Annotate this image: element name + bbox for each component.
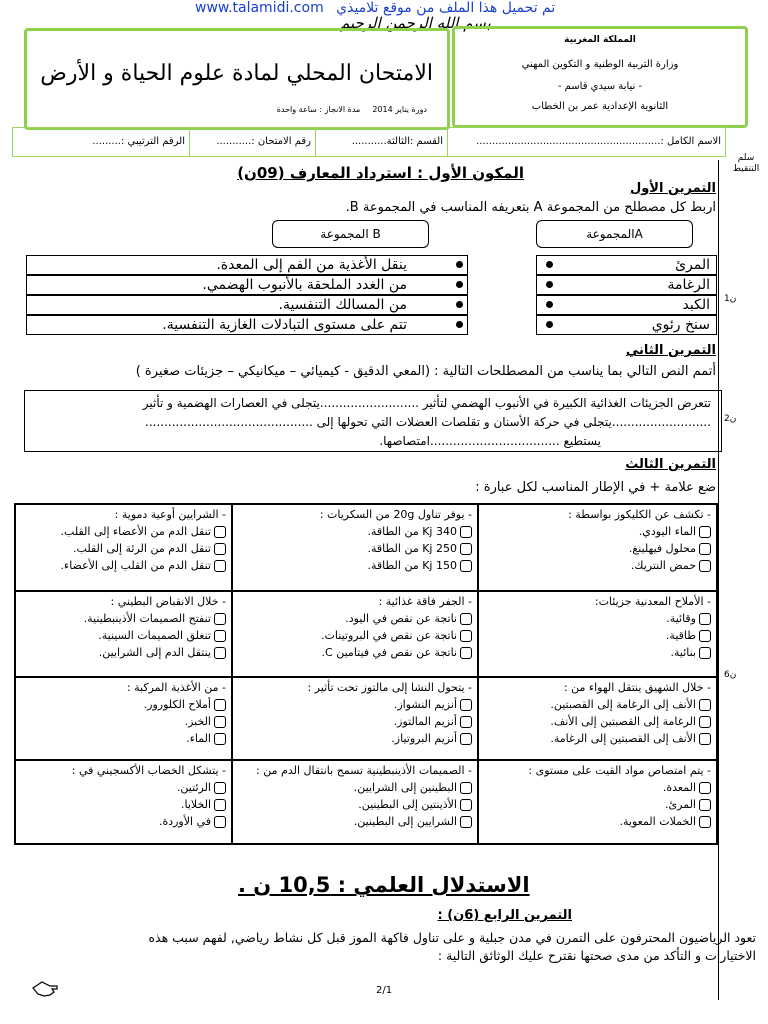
mcq-option: الماء. bbox=[186, 732, 211, 745]
checkbox[interactable] bbox=[460, 716, 472, 728]
mcq-option: البطينين إلى الشرايين. bbox=[353, 781, 457, 794]
fill-in-text-box bbox=[24, 390, 722, 452]
checkbox[interactable] bbox=[699, 699, 711, 711]
mcq-question: - الشرايين أوعية دموية : bbox=[114, 508, 226, 521]
term-a-text: سنخ رئوي bbox=[651, 317, 710, 333]
mcq-option: ناتجة عن نقص في البروتينات. bbox=[321, 629, 457, 642]
mcq-option: تنغلق الصميمات السينية. bbox=[98, 629, 211, 642]
checkbox[interactable] bbox=[460, 543, 472, 555]
match-dot-b2[interactable] bbox=[456, 281, 463, 288]
mcq-option: 340 Kj من الطاقة. bbox=[367, 525, 457, 538]
mcq-cell bbox=[478, 677, 717, 760]
mcq-option: الخلايا. bbox=[181, 798, 211, 811]
fill-line-1[interactable]: تتعرض الجزيئات الغذائية الكبيرة في الأنبوب الهضمي لتأثير ..........................يتجلى في العصارات الهضمية و تأثير bbox=[142, 396, 711, 410]
checkbox[interactable] bbox=[699, 733, 711, 745]
mcq-option: الأنف إلى الرغامة إلى القصبتين. bbox=[550, 698, 696, 711]
mcq-option: المرئ. bbox=[665, 798, 696, 811]
page-number: 2/1 bbox=[376, 985, 393, 996]
checkbox[interactable] bbox=[214, 799, 226, 811]
mcq-option: 150 Kj من الطاقة. bbox=[367, 559, 457, 572]
grading-scale-label: سلم التنقيط bbox=[732, 153, 760, 174]
mcq-option: حمض النتريك. bbox=[630, 559, 696, 572]
checkbox[interactable] bbox=[699, 799, 711, 811]
match-dot-a4[interactable] bbox=[546, 321, 553, 328]
checkbox[interactable] bbox=[214, 782, 226, 794]
checkbox[interactable] bbox=[699, 630, 711, 642]
mcq-option: المعدة. bbox=[662, 781, 696, 794]
checkbox[interactable] bbox=[460, 613, 472, 625]
exam-title: الامتحان المحلي لمادة علوم الحياة و الأرض bbox=[40, 61, 433, 86]
grading-margin-line bbox=[718, 160, 719, 1000]
checkbox[interactable] bbox=[460, 799, 472, 811]
mcq-option: طاقية. bbox=[665, 629, 696, 642]
checkbox[interactable] bbox=[214, 816, 226, 828]
term-a-2 bbox=[536, 275, 717, 295]
checkbox[interactable] bbox=[699, 543, 711, 555]
mcq-cell bbox=[478, 504, 717, 591]
mcq-question: - تكشف عن الكليكوز بواسطة : bbox=[568, 508, 711, 521]
term-a-text: الرغامة bbox=[667, 277, 710, 293]
mcq-cell bbox=[232, 760, 478, 844]
match-dot-b1[interactable] bbox=[456, 261, 463, 268]
rank-number-field[interactable]: الرقم الترتيبي :......... bbox=[92, 136, 185, 147]
mcq-cell bbox=[232, 677, 478, 760]
mcq-cell bbox=[15, 760, 232, 844]
term-a-4 bbox=[536, 315, 717, 335]
mcq-option: تنقل الدم من الرئة إلى القلب. bbox=[73, 542, 211, 555]
match-dot-a2[interactable] bbox=[546, 281, 553, 288]
mcq-question: - يتم امتصاص مواد القيت على مستوى : bbox=[528, 764, 711, 777]
checkbox[interactable] bbox=[214, 630, 226, 642]
checkbox[interactable] bbox=[214, 613, 226, 625]
mcq-option: الماء اليودي. bbox=[638, 525, 696, 538]
group-b-list bbox=[26, 255, 468, 335]
checkbox[interactable] bbox=[460, 526, 472, 538]
mcq-question: - من الأغذية المركبة : bbox=[126, 681, 226, 694]
exam-title-box bbox=[24, 28, 450, 130]
checkbox[interactable] bbox=[699, 816, 711, 828]
mcq-cell bbox=[478, 760, 717, 844]
mcq-question: - يتحول النشا إلى مالتوز تحت تأثير : bbox=[307, 681, 472, 694]
term-a-text: الكبد bbox=[682, 297, 710, 313]
fill-line-3[interactable]: يستطيع ..................................امتصاصها. bbox=[379, 434, 601, 448]
mcq-option: الرئتين. bbox=[176, 781, 211, 794]
basmala: بسم الله الرحمن الرحيم bbox=[340, 14, 491, 32]
mcq-option: الخبز. bbox=[184, 715, 211, 728]
checkbox[interactable] bbox=[699, 526, 711, 538]
mcq-question: - الصميمات الأذينبطينية تسمح بانتقال الدم من : bbox=[256, 764, 472, 777]
mcq-option: محلول فيهلينغ. bbox=[628, 542, 696, 555]
delegation-name: - نيابة سيدي قاسم - bbox=[557, 81, 643, 92]
mcq-question: - الأملاح المعدنية جزيئات: bbox=[594, 595, 711, 608]
mcq-cell bbox=[232, 591, 478, 677]
group-b-label: المجموعة B bbox=[272, 220, 429, 248]
exercise1-title: التمرين الأول bbox=[629, 181, 716, 196]
checkbox[interactable] bbox=[699, 647, 711, 659]
mcq-option: 250 Kj من الطاقة. bbox=[367, 542, 457, 555]
section-field[interactable]: القسم :الثالثة........... bbox=[315, 128, 447, 156]
checkbox[interactable] bbox=[699, 716, 711, 728]
mcq-option: تنفتح الصميمات الأذينبطينية. bbox=[83, 612, 211, 625]
mcq-option: في الأوردة. bbox=[158, 815, 211, 828]
institution-box bbox=[452, 26, 748, 128]
mcq-question: - يتشكل الخضاب الأكسجيني في : bbox=[71, 764, 226, 777]
fill-line-2[interactable]: ..........................يتجلى في حركة الأسنان و تقلصات العضلات التي تحولها إلى ............................................ bbox=[145, 415, 711, 429]
mcq-option: الأنف إلى القصبتين إلى الرغامة. bbox=[550, 732, 696, 745]
kingdom-name: المملكة المغربية bbox=[564, 35, 636, 45]
checkbox[interactable] bbox=[460, 699, 472, 711]
exercise4-line1: تعود الرياضيون المحترفون على التمرن في مدن جبلية و على تناول فاكهة الموز قبل كل نشاط رياضي, لفهم سبب هذه bbox=[148, 930, 756, 945]
checkbox[interactable] bbox=[214, 543, 226, 555]
checkbox[interactable] bbox=[699, 782, 711, 794]
match-dot-b4[interactable] bbox=[456, 321, 463, 328]
term-a-1 bbox=[536, 255, 717, 275]
checkbox[interactable] bbox=[460, 816, 472, 828]
exam-duration: مدة الانجاز : ساعة واحدة bbox=[276, 105, 361, 114]
def-b-4 bbox=[26, 315, 468, 335]
def-b-1 bbox=[26, 255, 468, 275]
site-url[interactable]: www.talamidi.com bbox=[195, 0, 324, 16]
mcq-option: أملاح الكلورور. bbox=[143, 698, 211, 711]
school-name: الثانوية الإعدادية عمر بن الخطاب bbox=[531, 101, 669, 112]
mcq-option: وقائية. bbox=[666, 612, 696, 625]
group-a-label: المجموعةA bbox=[536, 220, 693, 248]
exercise4-title: التمرين الرابع (6ن) : bbox=[437, 908, 572, 923]
mcq-cell bbox=[232, 504, 478, 591]
match-dot-a1[interactable] bbox=[546, 261, 553, 268]
banner-text: تم تحميل هذا الملف من موقع تلاميذي bbox=[336, 0, 556, 16]
def-b-text: ينقل الأغذية من الفم إلى المعدة. bbox=[216, 257, 407, 273]
exam-number-field[interactable]: رقم الامتحان :........... bbox=[189, 128, 315, 156]
mcq-question: - يوفر تناول 20g من السكريات : bbox=[319, 508, 472, 521]
def-b-text: من الغدد الملحقة بالأنبوب الهضمي. bbox=[202, 277, 407, 293]
mcq-option: ناتجة عن نقص في فيتامين C. bbox=[321, 646, 457, 659]
mark-ex2: 2ن bbox=[724, 414, 737, 424]
def-b-3 bbox=[26, 295, 468, 315]
checkbox[interactable] bbox=[699, 560, 711, 572]
mcq-option: الأذينتين إلى البطينين. bbox=[358, 798, 457, 811]
term-a-3 bbox=[536, 295, 717, 315]
exercise1-instruction: اربط كل مصطلح من المجموعة A بتعريفه المناسب في المجموعة B. bbox=[345, 200, 716, 215]
exam-meta bbox=[207, 105, 427, 114]
part2-title: الاستدلال العلمي : 10,5 ن . bbox=[238, 873, 530, 897]
ministry-name: وزارة التربية الوطنية و التكوين المهني bbox=[521, 59, 679, 70]
mcq-cell bbox=[15, 677, 232, 760]
mcq-question: - خلال الانقباض البطيني : bbox=[110, 595, 226, 608]
match-dot-a3[interactable] bbox=[546, 301, 553, 308]
mcq-cell bbox=[15, 504, 232, 591]
checkbox[interactable] bbox=[214, 716, 226, 728]
mcq-cell bbox=[15, 591, 232, 677]
def-b-text: تتم على مستوى التبادلات الغازية التنفسية. bbox=[162, 317, 407, 333]
match-dot-b3[interactable] bbox=[456, 301, 463, 308]
mcq-option: تنقل الدم من القلب إلى الأعضاء. bbox=[60, 559, 211, 572]
mark-ex3: 6ن bbox=[724, 670, 737, 680]
checkbox[interactable] bbox=[214, 560, 226, 572]
exam-session: دورة يناير 2014 bbox=[372, 105, 427, 114]
term-a-text: المرئ bbox=[675, 257, 710, 273]
checkbox[interactable] bbox=[460, 647, 472, 659]
mcq-question: - خلال الشهيق ينتقل الهواء من : bbox=[563, 681, 711, 694]
mcq-option: أنزيم البروتياز. bbox=[391, 732, 457, 745]
checkbox[interactable] bbox=[214, 733, 226, 745]
mcq-question: - الجفر فاقة غذائية : bbox=[378, 595, 472, 608]
checkbox[interactable] bbox=[214, 526, 226, 538]
student-id-row bbox=[12, 127, 726, 157]
checkbox[interactable] bbox=[699, 613, 711, 625]
checkbox[interactable] bbox=[214, 647, 226, 659]
pointing-hand-icon bbox=[30, 978, 60, 1004]
mcq-option: الخملات المعوية. bbox=[619, 815, 696, 828]
def-b-2 bbox=[26, 275, 468, 295]
checkbox[interactable] bbox=[460, 630, 472, 642]
mcq-option: ينتقل الدم إلى الشرايين. bbox=[98, 646, 211, 659]
mcq-grid bbox=[14, 503, 718, 845]
checkbox[interactable] bbox=[460, 782, 472, 794]
part1-title: المكون الأول : استرداد المعارف (09ن) bbox=[237, 164, 524, 182]
mcq-option: تنقل الدم من الأعضاء إلى القلب. bbox=[60, 525, 211, 538]
def-b-text: من المسالك التنفسية. bbox=[278, 297, 407, 313]
exercise3-instruction: ضع علامة + في الإطار المناسب لكل عبارة : bbox=[475, 480, 716, 495]
mcq-cell bbox=[478, 591, 717, 677]
mcq-option: ناتجة عن نقص في اليود. bbox=[345, 612, 457, 625]
mcq-option: الرغامة إلى القصبتين إلى الأنف. bbox=[550, 715, 696, 728]
mcq-option: بنائية. bbox=[670, 646, 696, 659]
checkbox[interactable] bbox=[214, 699, 226, 711]
mcq-option: أنزيم النشواز. bbox=[393, 698, 457, 711]
mcq-option: الشرايين إلى البطينين. bbox=[353, 815, 457, 828]
checkbox[interactable] bbox=[460, 733, 472, 745]
exercise4-line2: الاختيارات و التأكد من مدى صحتها نقترح عليك الوثائق التالية : bbox=[437, 948, 756, 963]
group-a-list bbox=[536, 255, 717, 335]
mark-ex1: 1ن bbox=[724, 294, 737, 304]
exercise3-title: التمرين الثالث bbox=[625, 457, 716, 472]
exercise2-title: التمرين الثاني bbox=[625, 343, 716, 358]
mcq-option: أنزيم المالتوز. bbox=[393, 715, 457, 728]
checkbox[interactable] bbox=[460, 560, 472, 572]
exercise2-instruction: أتمم النص التالي بما يناسب من المصطلحات التالية : (المعي الدقيق - كيميائي – ميكانيكي – جزيئات صغيرة ) bbox=[135, 364, 716, 379]
full-name-field[interactable]: الاسم الكامل :.......................................................... bbox=[447, 128, 725, 156]
